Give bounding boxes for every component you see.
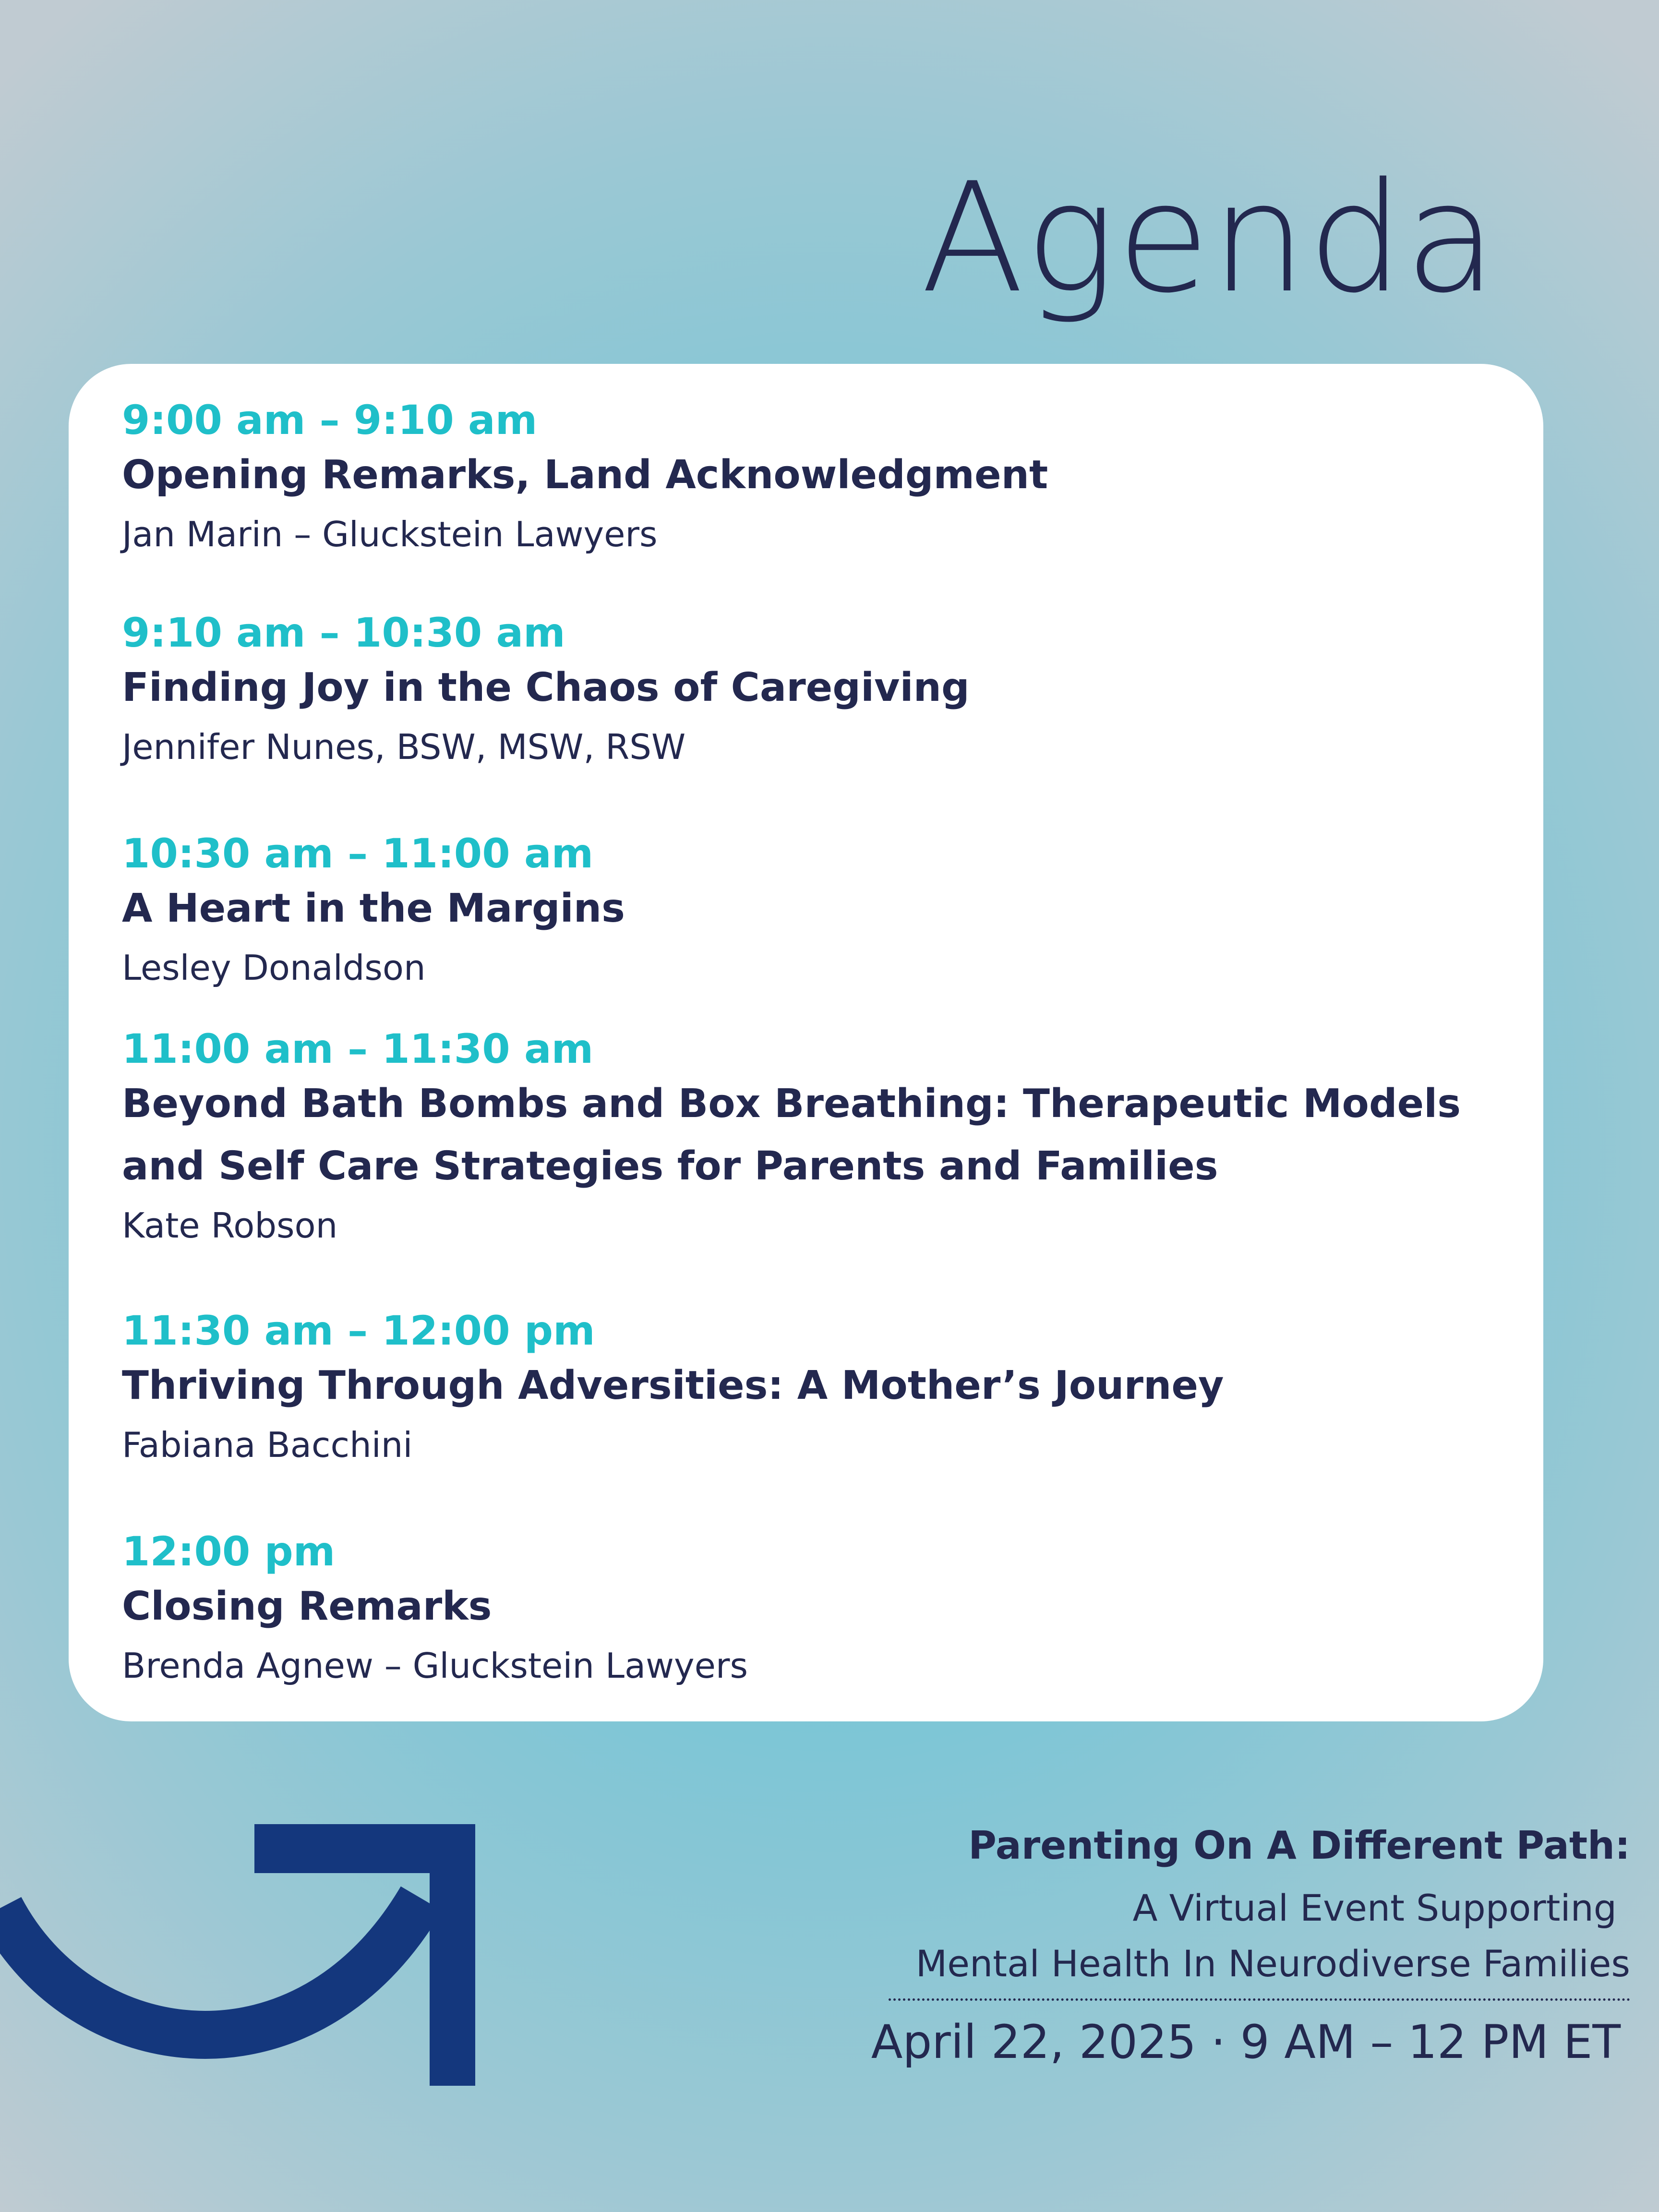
dotted-divider: [889, 1998, 1630, 2001]
agenda-item: [122, 1025, 1514, 1246]
session-speaker: Jennifer Nunes, BSW, MSW, RSW: [122, 727, 686, 767]
session-title: Finding Joy in the Chaos of Caregiving: [122, 665, 970, 710]
agenda-item: [122, 609, 1514, 767]
session-speaker: Lesley Donaldson: [122, 948, 426, 988]
session-title: A Heart in the Margins: [122, 886, 625, 931]
session-speaker: Brenda Agnew – Gluckstein Lawyers: [122, 1646, 748, 1686]
event-info: [871, 1823, 1630, 2069]
session-time: 9:10 am – 10:30 am: [122, 609, 565, 656]
session-speaker: Kate Robson: [122, 1205, 338, 1246]
session-speaker: Jan Marin – Gluckstein Lawyers: [122, 514, 658, 554]
agenda-item: [122, 830, 1514, 988]
agenda-card: [69, 364, 1543, 1721]
agenda-item: [122, 1528, 1514, 1686]
event-subtitle: A Virtual Event Supporting: [1132, 1887, 1617, 1929]
curved-arrow-logo-icon: [0, 1824, 480, 2093]
session-speaker: Fabiana Bacchini: [122, 1425, 413, 1465]
agenda-item: [122, 397, 1514, 554]
event-title: Parenting On A Different Path:: [968, 1823, 1630, 1868]
session-time: 11:00 am – 11:30 am: [122, 1025, 594, 1072]
agenda-item: [122, 1307, 1514, 1465]
event-subtitle: Mental Health In Neurodiverse Families: [915, 1942, 1630, 1985]
session-time: 12:00 pm: [122, 1528, 336, 1575]
session-title: Closing Remarks: [122, 1584, 492, 1629]
session-title: Opening Remarks, Land Acknowledgment: [122, 452, 1048, 498]
session-time: 11:30 am – 12:00 pm: [122, 1307, 595, 1354]
event-date: April 22, 2025 · 9 AM – 12 PM ET: [871, 2015, 1621, 2069]
session-title: Beyond Bath Bombs and Box Breathing: Therapeutic Models and Self Care Strategies for Parents and Families: [122, 1081, 1461, 1189]
page-title: Agenda: [921, 151, 1498, 326]
session-title: Thriving Through Adversities: A Mother’s Journey: [122, 1363, 1224, 1408]
session-time: 10:30 am – 11:00 am: [122, 830, 594, 877]
session-time: 9:00 am – 9:10 am: [122, 397, 538, 444]
